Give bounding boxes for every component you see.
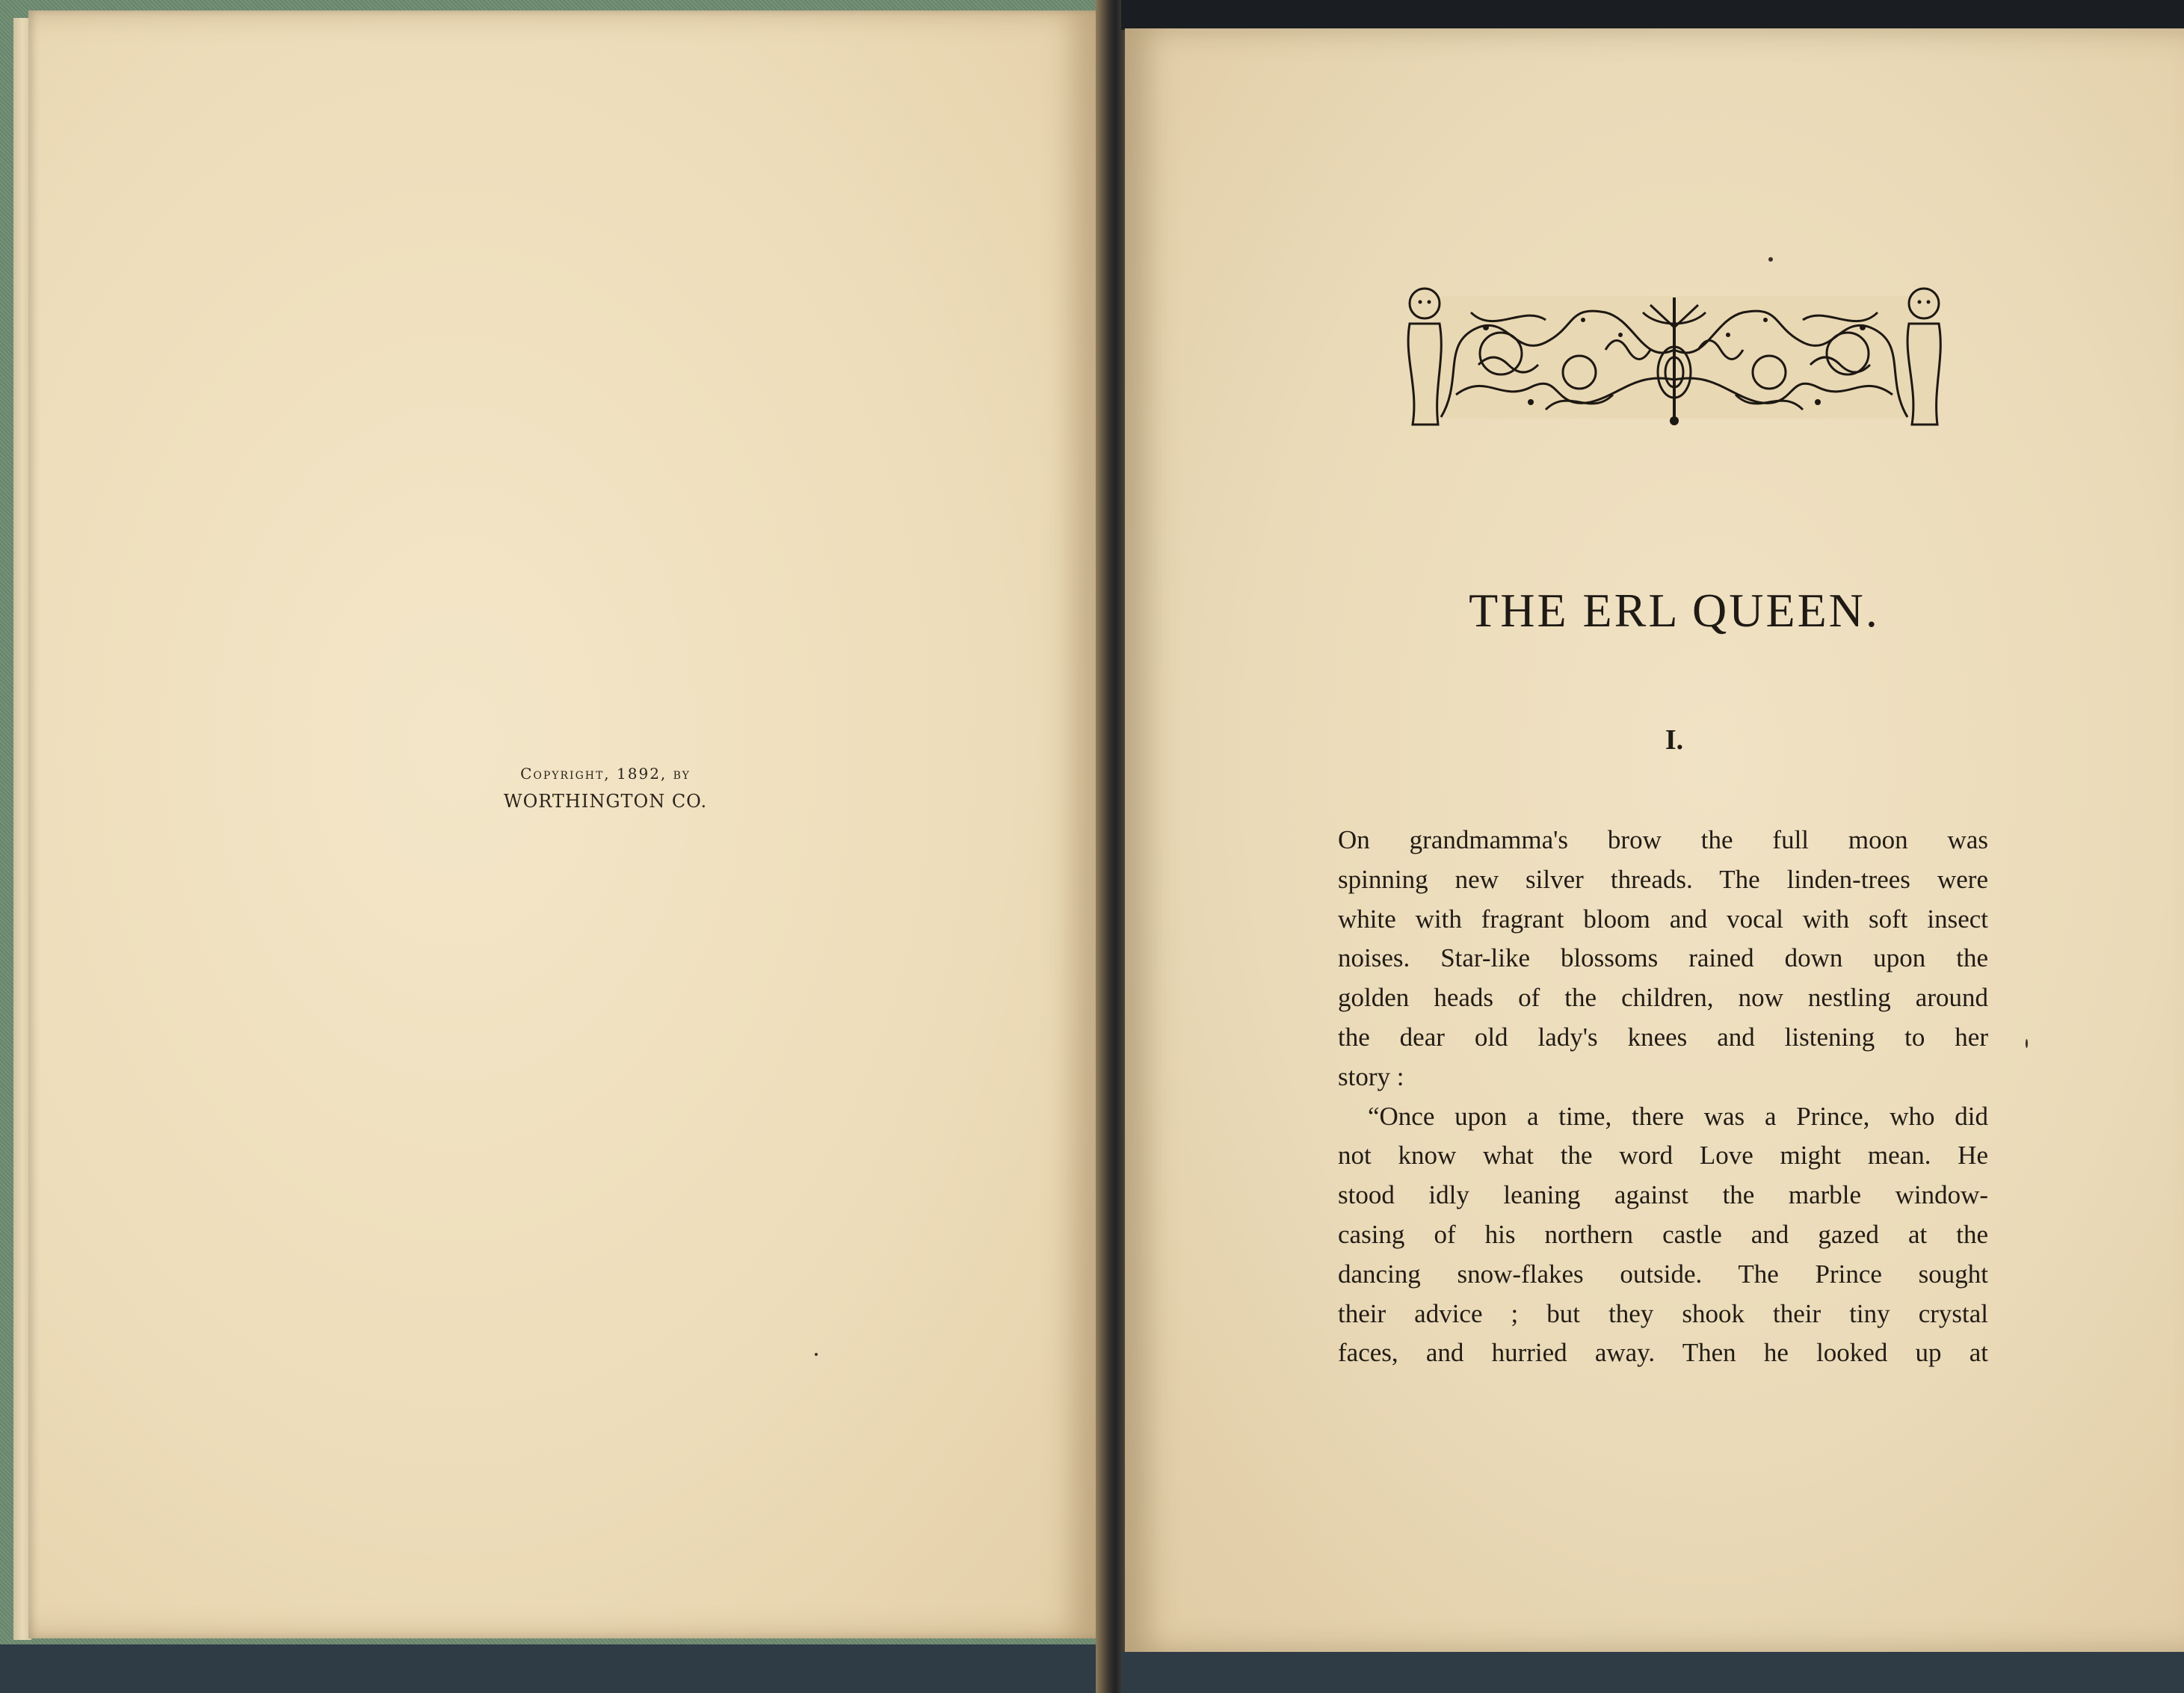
text-line: story : [1338, 1061, 1404, 1091]
text-line: their advice ; but they shook their tiny crystal [1338, 1298, 1988, 1328]
left-page [28, 10, 1096, 1638]
top-shadow [1121, 0, 2184, 30]
text-line: stood idly leaning against the marble window- [1338, 1180, 1988, 1210]
copyright-line: Copyright, 1892, by [520, 765, 691, 783]
chapter-number: I. [1665, 724, 1684, 756]
copyright-notice [419, 762, 792, 815]
ornamental-headpiece [1396, 283, 1952, 432]
text-line: faces, and hurried away. Then he looked up at [1338, 1338, 1988, 1368]
bottom-shadow [1121, 1652, 2184, 1693]
ink-speck [815, 1353, 818, 1356]
text-line: “Once upon a time, there was a Prince, who did [1368, 1101, 1988, 1131]
story-text [1338, 821, 1988, 1373]
text-line: the dear old lady's knees and listening to her [1338, 1022, 1988, 1052]
ink-speck [2026, 1039, 2028, 1048]
text-line: On grandmamma's brow the full moon was [1338, 825, 1988, 854]
story-title: THE ERL QUEEN. [1469, 584, 1880, 637]
text-line: white with fragrant bloom and vocal with soft insect [1338, 904, 1988, 934]
text-line: golden heads of the children, now nestling around [1338, 983, 1988, 1013]
cloth-bottom-edge [0, 1644, 1129, 1693]
text-line: dancing snow-flakes outside. The Prince sought [1338, 1259, 1988, 1289]
publisher-name: WORTHINGTON CO. [503, 791, 708, 812]
text-line: casing of his northern castle and gazed at the [1338, 1219, 1988, 1249]
text-line: not know what the word Love might mean. He [1338, 1141, 1988, 1171]
text-line: noises. Star-like blossoms rained down upon the [1338, 943, 1988, 973]
ink-speck [1768, 257, 1773, 262]
text-line: spinning new silver threads. The linden-trees were [1338, 864, 1988, 894]
book-gutter [1096, 0, 1129, 1693]
